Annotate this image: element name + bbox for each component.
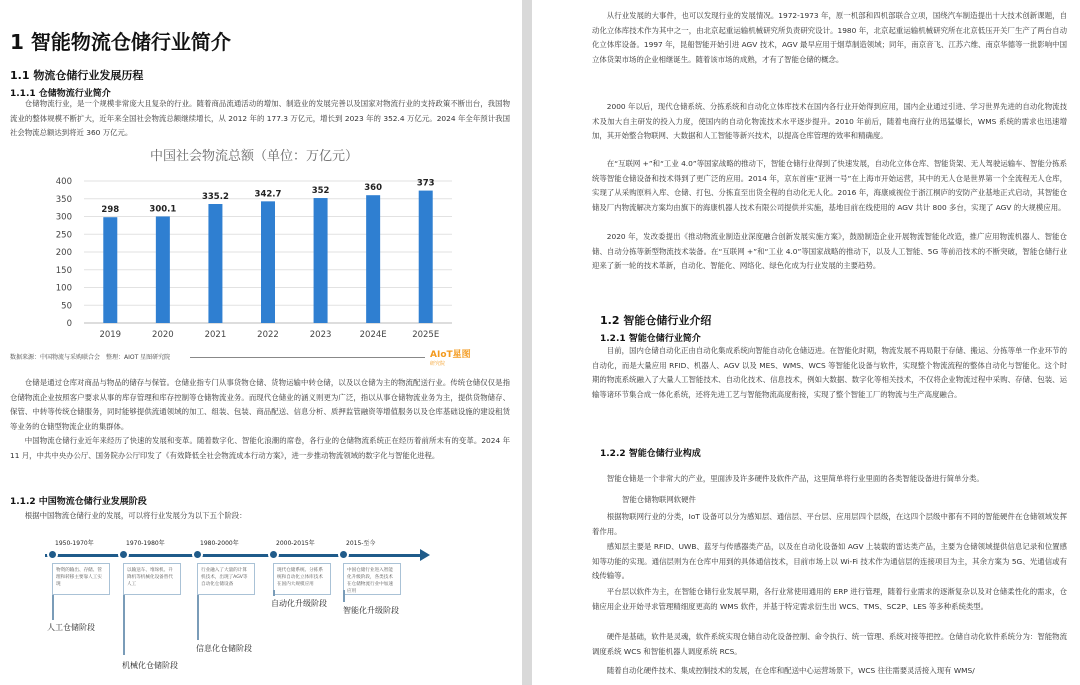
timeline-dot bbox=[47, 549, 58, 560]
left-page bbox=[0, 0, 522, 685]
chart-x-tick-label: 2020 bbox=[152, 330, 174, 340]
chart-data-label: 360 bbox=[364, 183, 383, 194]
paragraph-software-system: 硬件是基础，软件是灵魂，软件系统实现仓储自动化设备控制、命令执行、统一管理、系统对接等把控。仓储自动化软件系统分为：智能物流调度系统 WCS 和智能机器人调度系统 RCS。 bbox=[592, 632, 1067, 656]
timeline-dot bbox=[192, 549, 203, 560]
chart-y-tick-label: 400 bbox=[55, 177, 72, 187]
subsection-title-1-1-1: 1.1.1 仓储物流行业简介 bbox=[10, 89, 111, 99]
timeline-dot bbox=[118, 549, 129, 560]
timeline-years: 1950-1970年 bbox=[55, 540, 94, 547]
chart-y-tick-label: 50 bbox=[61, 301, 72, 312]
paragraph-internet-plus: 在“互联网 +”和“工业 4.0”等国家战略的推动下，智能仓储行业得到了快速发展，自动化立体仓库、智能货架、无人驾驶运输车、智能分拣系统等智能仓储设备和技术得到了更广泛的应用。2014 年，京东首座“亚洲一号”在上海市开始运营，其中的无人仓是世界第一个全流程无人仓库，实现了从采购原料入库、仓储、打包、分拣直至出货全程的自动化无人化。2016 年，海康威视位于浙江桐庐的安防产业基地正式启动，其智能仓储及厂内物流解决方案均由旗下的海康机器人技术有限公司提供并实施，基地目前在线使用的 AGV 共计 800 多台，实现了 AGV 的大规模应用。 bbox=[592, 159, 1067, 212]
timeline-stage-name: 信息化仓储阶段 bbox=[196, 644, 252, 653]
chart-data-label: 342.7 bbox=[254, 189, 282, 200]
source-divider bbox=[190, 357, 425, 358]
timeline-years: 2000-2015年 bbox=[276, 540, 315, 547]
timeline-desc-box: 中国仓储行业进入智能化升级阶段，各类技术在仓储物流行业中加速应用 bbox=[343, 563, 401, 595]
paragraph-wcs: 随着自动化硬件技术、集成控制技术的发展，在仓库和配送中心运营场景下，WCS 往往需要灵活接入现有 WMS/ bbox=[606, 666, 975, 675]
iot-subheading: 智能仓储物联网软硬件 bbox=[622, 495, 696, 504]
timeline-axis bbox=[45, 554, 423, 557]
chart-y-tick-label: 350 bbox=[55, 194, 72, 205]
chart-bar bbox=[261, 201, 275, 323]
timeline-stage-name: 智能化升级阶段 bbox=[343, 606, 399, 615]
subsection-title-1-2-2: 1.2.2 智能仓储行业构成 bbox=[600, 449, 701, 459]
chart-y-tick-label: 100 bbox=[55, 283, 72, 294]
timeline-desc-box: 以输送车、堆垛机、升降机等机械化设备替代人工 bbox=[123, 563, 181, 595]
chart-y-tick-label: 0 bbox=[66, 319, 72, 329]
chart-source-note: 数据来源：中国物流与采购联合会 整理：AIOT 星图研究院 bbox=[10, 354, 171, 361]
timeline-stage-name: 人工仓储阶段 bbox=[47, 623, 95, 632]
chart-bar bbox=[156, 216, 170, 323]
paragraph-intelligent-era: 目前，国内仓储自动化正由自动化集成系统向智能自动化仓储迈进。在智能化时期，物流发展不再局限于存储、搬运、分拣等单一作业环节的自动化，而是大量应用 RFID、机器人、AGV 以及 MES、WMS、WCS 等智能化设备与软件，实现整个物流流程的整体自动化与智能化。这个时期的物流系统融入了大量人工智能技术、自动化技术、信息技术，例如大数据、数字化等相关技术，不仅将企业物流过程中采购、存储、包装、运输等诸环节集合成一体化系统，还将先进工艺与智能物流高度衔接，实现了整个智能工厂的物流与生产高度融合。 bbox=[592, 346, 1067, 399]
section-title-1-1: 1.1 物流仓储行业发展历程 bbox=[10, 69, 144, 82]
timeline-dot bbox=[268, 549, 279, 560]
chart-x-tick-label: 2021 bbox=[204, 330, 227, 340]
timeline-years: 2015-至今 bbox=[346, 540, 376, 547]
paragraph-industry-composition: 智能仓储是一个非常大的产业，里面涉及许多硬件及软件产品，这里简单将行业里面的各类智能设备进行简单分类。 bbox=[606, 474, 984, 483]
timeline-desc-box: 现代仓储系统、分拣系统和自动化立体库技术在国内大规模应用 bbox=[273, 563, 331, 595]
chart-bar bbox=[419, 191, 433, 323]
chart-x-tick-label: 2024E bbox=[359, 330, 387, 340]
logistics-total-bar-chart bbox=[46, 143, 462, 346]
chart-y-axis bbox=[56, 177, 72, 329]
paragraph-industry-change: 中国物流仓储行业近年来经历了快速的发展和变革。随着数字化、智能化浪潮的席卷，各行业的仓储物流系统正在经历着前所未有的变革。2024 年 11 月，中共中央办公厅、国务院办公厅印发了《有效降低全社会物流成本行动方案》，进一步推动物流领域的数字化与智能化进程。 bbox=[10, 436, 510, 460]
watermark-text: AIoT星图 bbox=[430, 350, 471, 360]
chart-bar bbox=[208, 204, 222, 323]
paragraph-industry-intro: 仓储物流行业，是一个规模非常庞大且复杂的行业。随着商品流通活动的增加、制造业的发展完善以及国家对物流行业的支持政策不断出台，我国物流业的整体规模不断扩大，近年来全国社会物流总额继续增长，从 2012 年的 177.3 万亿元，增长到 2023 年的 352.4 万亿元。2024 年全年预计我国社会物流总额达到将近 360 万亿元。 bbox=[10, 99, 510, 137]
chart-bar bbox=[366, 195, 380, 323]
paragraph-after-2000: 2000 年以后，现代仓储系统、分拣系统和自动化立体库技术在国内各行业开始得到应用，国内企业通过引进、学习世界先进的自动化物流技术及加大自主研发的投入力度，使国内的自动化物流技术水平逐步提升。2010 年前后，随着电商行业的迅猛爆长，WMS 系统的需求也迅速增加，其开始整合物联网、大数据和人工智能等新兴技术，以提高仓库管理的效率和精确度。 bbox=[592, 102, 1067, 140]
chart-y-tick-label: 250 bbox=[55, 230, 72, 241]
timeline-stem bbox=[343, 590, 345, 602]
chart-data-label: 335.2 bbox=[201, 192, 229, 203]
timeline-years: 1980-2000年 bbox=[200, 540, 239, 547]
watermark-subtext: 研究院 bbox=[430, 361, 446, 367]
section-title-1-2: 1.2 智能仓储行业介绍 bbox=[600, 314, 712, 327]
timeline-dot bbox=[338, 549, 349, 560]
chart-y-tick-label: 300 bbox=[55, 212, 72, 223]
paragraph-warehousing-definition: 仓储是通过仓库对商品与物品的储存与保管。仓储业指专门从事货物仓储、货物运输中转仓储，以及以仓储为主的物流配送行业。传统仓储仅仅是指仓储物流企业按照客户要求从事的库存管理和库存控制等仓储物流业务。而现代仓储业的涵义则更为广泛，指以从事仓储物流业务为主，提供货物储存、保管、中转等传统仓储服务，同时能够提供流通领域的加工、组装、包装、商品配送、信息分析、质押监管融资等增值服务以及仓库基础设施的建设租赁等业务的仓储型物流企业的集群体。 bbox=[10, 378, 510, 431]
paragraph-2020: 2020 年，发改委提出《推动物流业制造业深度融合创新发展实施方案》，鼓励制造企业开展物流智能化改造，推广应用物流机器人、智能仓储、自动分拣等新型物流技术装备。在“互联网 +”和“工业 4.0”等国家战略的推动下，以及人工智能、5G 等前沿技术的不断突破，智能仓储行业迎来了新一轮的技术革新，自动化、智能化、网络化、绿色化成为行业发展的主要趋势。 bbox=[592, 232, 1067, 270]
timeline-stem bbox=[123, 595, 125, 655]
timeline-years: 1970-1980年 bbox=[126, 540, 165, 547]
watermark-logo bbox=[430, 347, 471, 367]
chart-bar bbox=[103, 217, 117, 323]
chart-y-tick-label: 150 bbox=[55, 265, 72, 276]
chart-x-tick-label: 2022 bbox=[257, 330, 279, 340]
chart-data-label: 298 bbox=[101, 205, 120, 216]
paragraph-platform-layer: 平台层以软件为主，在智能仓储行业发展早期，各行业常使用通用的 ERP 进行管理，随着行业需求的逐渐复杂以及对仓储柔性化的需求，仓储应用企业开始寻求管理精细度更高的 WMS 软件，并基于特定需求衍生出 WCS、TMS、SC2P、LES 等多种系统类型。 bbox=[592, 587, 1067, 611]
right-page bbox=[532, 0, 1080, 685]
paragraph-milestones: 从行业发展的大事件，也可以发现行业的发展情况。1972-1973 年，原一机部和四机部联合立项，国绕汽车制造提出十大技术创新课题，自动化立体库技术作为其中之一，由北京起重运输机械研究所负责研究设计。1980 年，北京起重运输机械研究所在北京低压开关厂生产了两台自动化立体库设备。1997 年，昆船智能开始引进 AGV 技术，AGV 最早应用于烟草制造领域；同年，南京音飞、江苏六维、南京华德等一批影响中国立体货架市场的企业相继诞生。随着该市场的成熟，才有了智能仓储的概念。 bbox=[592, 11, 1067, 64]
chart-data-label: 352 bbox=[311, 186, 330, 197]
chapter-title: 1 智能物流仓储行业简介 bbox=[10, 30, 231, 54]
chart-data-label: 300.1 bbox=[149, 204, 177, 215]
chart-y-tick-label: 200 bbox=[55, 248, 72, 258]
timeline-stem bbox=[52, 595, 54, 620]
timeline-stem bbox=[273, 590, 275, 596]
timeline-stem bbox=[197, 595, 199, 640]
subsection-title-1-2-1: 1.2.1 智能仓储行业简介 bbox=[600, 334, 701, 344]
timeline-desc-box: 物资的输出、存储、管理和转移主要靠人工实现 bbox=[52, 563, 110, 595]
timeline-arrow-icon bbox=[420, 549, 430, 561]
paragraph-perception-layer: 感知层主要是 RFID、UWB、蓝牙与传感器类产品，以及在自动化设备如 AGV 上装载的雷达类产品，主要为仓储领域提供信息记录和位置感知等功能的实现。通信层则为在仓库中用到的具体通信技术，目前市场上以 Wi-Fi 技术作为通信层的连接项目为主，其余方案为 5G、光通信或有线传输等。 bbox=[592, 542, 1067, 580]
chart-data-label: 373 bbox=[416, 178, 435, 189]
timeline-stage-name: 自动化升级阶段 bbox=[271, 599, 327, 608]
chart-x-axis bbox=[99, 330, 439, 340]
chart-x-tick-label: 2019 bbox=[99, 330, 122, 340]
timeline-desc-box: 行业融入了大量的计算机技术，出现了AGV等自动化仓储设备 bbox=[197, 563, 255, 595]
chart-x-tick-label: 2023 bbox=[309, 330, 332, 340]
paragraph-stages-intro: 根据中国物流仓储行业的发展，可以将行业发展分为以下五个阶段： bbox=[24, 511, 247, 520]
subsection-title-1-1-2: 1.1.2 中国物流仓储行业发展阶段 bbox=[10, 497, 147, 507]
chart-x-tick-label: 2025E bbox=[412, 330, 440, 340]
chart-bar bbox=[314, 198, 328, 323]
paragraph-iot-layers: 根据物联网行业的分类，IoT 设备可以分为感知层、通信层、平台层、应用层四个层级，在这四个层级中都有不同的智能硬件在仓储领域发挥着作用。 bbox=[592, 512, 1067, 536]
timeline-stage-name: 机械化仓储阶段 bbox=[122, 661, 178, 670]
chart-title: 中国社会物流总额（单位：万亿元） bbox=[149, 149, 359, 164]
